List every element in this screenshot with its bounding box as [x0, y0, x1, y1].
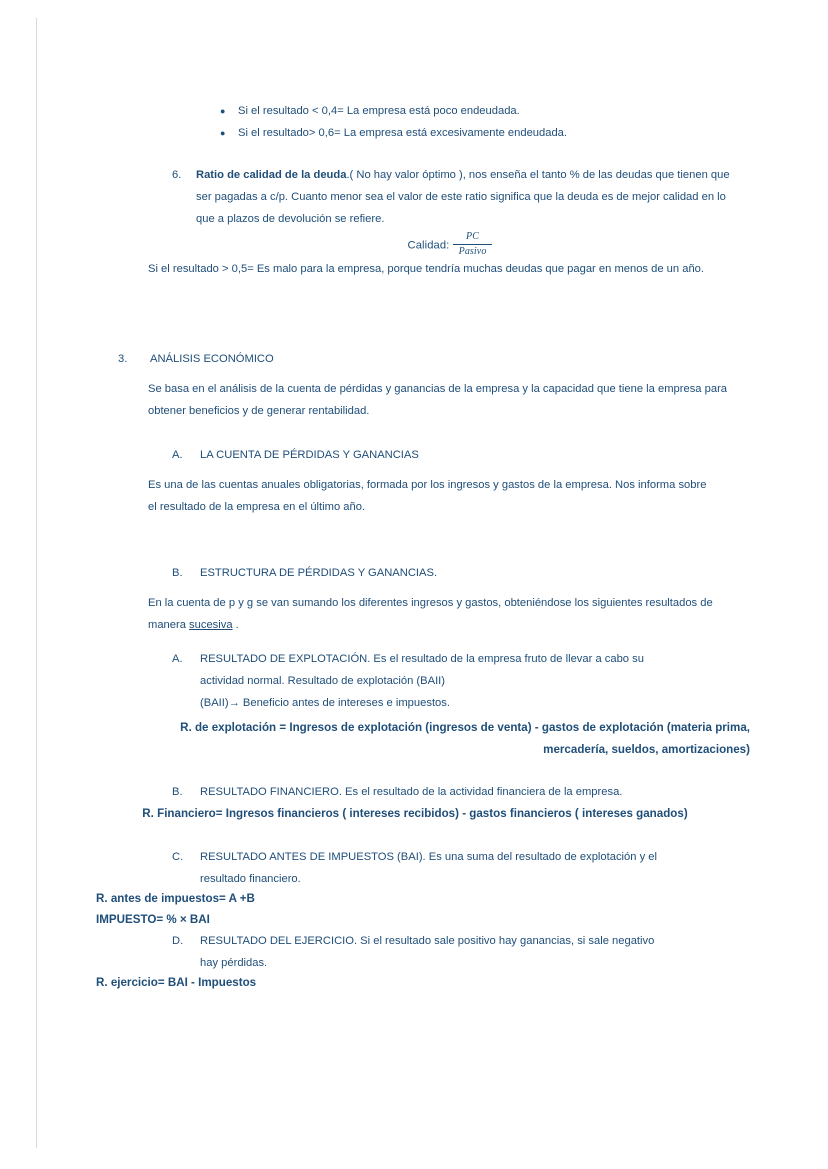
- subsection-b-heading: [172, 562, 772, 584]
- list-item-text: Si el resultado < 0,4= La empresa está poco endeudada.: [238, 105, 520, 117]
- result-item-label: C.: [172, 851, 184, 863]
- result-item-line3: (BAII)→ Beneficio antes de intereses e impuestos.: [200, 697, 450, 709]
- subsection-b-text-underlined: sucesiva: [189, 619, 233, 631]
- subsection-a-text: Es una de las cuentas anuales obligatorias, formada por los ingresos y gastos de la empresa. Nos informa sobre el resultado de la empresa en el último año.: [148, 479, 707, 513]
- list-item: [220, 122, 780, 144]
- subsection-a-heading: [172, 444, 772, 466]
- item-number: 6.: [172, 169, 182, 181]
- result-item-line2: resultado financiero.: [200, 873, 301, 885]
- formula-bai: R. antes de impuestos= A +B: [96, 892, 255, 905]
- fraction-denominator: Pasivo: [453, 244, 493, 258]
- result-item-line1: RESULTADO DEL EJERCICIO. Si el resultado sale positivo hay ganancias, si sale negativo: [200, 935, 655, 947]
- formula-label: Calidad:: [407, 239, 450, 252]
- result-item-b: [172, 781, 772, 803]
- subsection-b-text: [148, 592, 733, 636]
- subsection-title: LA CUENTA DE PÉRDIDAS Y GANANCIAS: [200, 449, 419, 461]
- result-item-c: [172, 846, 772, 890]
- bullet-icon: ●: [220, 106, 226, 116]
- subsection-b-text-part2: .: [232, 619, 239, 631]
- fraction: [453, 231, 493, 258]
- result-item-line1: RESULTADO FINANCIERO. Es el resultado de la actividad financiera de la empresa.: [200, 786, 623, 798]
- formula-impuesto: IMPUESTO= % × BAI: [96, 913, 210, 926]
- result-item-line1: RESULTADO ANTES DE IMPUESTOS (BAI). Es una suma del resultado de explotación y el: [200, 851, 658, 863]
- result-item-line1: RESULTADO DE EXPLOTACIÓN. Es el resultado de la empresa fruto de llevar a cabo su: [200, 653, 644, 665]
- page-margin-rule: [36, 18, 37, 1148]
- subsection-label: B.: [172, 567, 183, 579]
- result-item-line2: actividad normal. Resultado de explotación (BAII): [200, 675, 446, 687]
- list-item-text: Si el resultado> 0,6= La empresa está excesivamente endeudada.: [238, 127, 568, 139]
- fraction-numerator: PC: [466, 231, 480, 242]
- subsection-b-text-part1: En la cuenta de p y g se van sumando los diferentes ingresos y gastos, obteniéndose los siguientes resultados de manera: [148, 597, 713, 631]
- formula-resultado-ejercicio: R. ejercicio= BAI - Impuestos: [96, 976, 257, 989]
- formula-resultado-explotacion-line2: mercadería, sueldos, amortizaciones): [543, 743, 750, 756]
- numbered-item-6: [172, 164, 732, 230]
- item6-note: Si el resultado > 0,5= Es malo para la empresa, porque tendría muchas deudas que pagar en menos de un año.: [148, 263, 705, 275]
- formula-resultado-explotacion-line1: R. de explotación = Ingresos de explotación (ingresos de venta) - gastos de explotación (materia prima,: [180, 721, 750, 734]
- item-text: .( No hay valor óptimo ), nos enseña el tanto % de las deudas que tienen que ser pagadas a c/p. Cuanto menor sea el valor de este ratio significa que la deuda es de mejor calidad en lo que a plazos de devolución se refiere.: [196, 169, 730, 225]
- section-3-heading: [118, 348, 738, 370]
- result-item-label: D.: [172, 935, 184, 947]
- bullet-icon: ●: [220, 128, 226, 138]
- section-number: 3.: [118, 353, 128, 365]
- result-item-label: A.: [172, 653, 183, 665]
- result-item-line2: hay pérdidas.: [200, 957, 268, 969]
- section-3-intro: Se basa en el análisis de la cuenta de pérdidas y ganancias de la empresa y la capacidad que tiene la empresa para obtener beneficios y de generar rentabilidad.: [148, 383, 728, 417]
- result-item-label: B.: [172, 786, 183, 798]
- formula-resultado-financiero: R. Financiero= Ingresos financieros ( intereses recibidos) - gastos financieros ( intereses ganados): [142, 807, 688, 820]
- subsection-label: A.: [172, 449, 183, 461]
- item-title: Ratio de calidad de la deuda: [196, 169, 347, 181]
- list-item: [220, 100, 780, 122]
- result-item-d: [172, 930, 772, 974]
- subsection-title: ESTRUCTURA DE PÉRDIDAS Y GANANCIAS.: [200, 567, 438, 579]
- formula-calidad: [300, 232, 600, 259]
- result-item-a: [172, 648, 772, 714]
- section-title: ANÁLISIS ECONÓMICO: [150, 353, 274, 365]
